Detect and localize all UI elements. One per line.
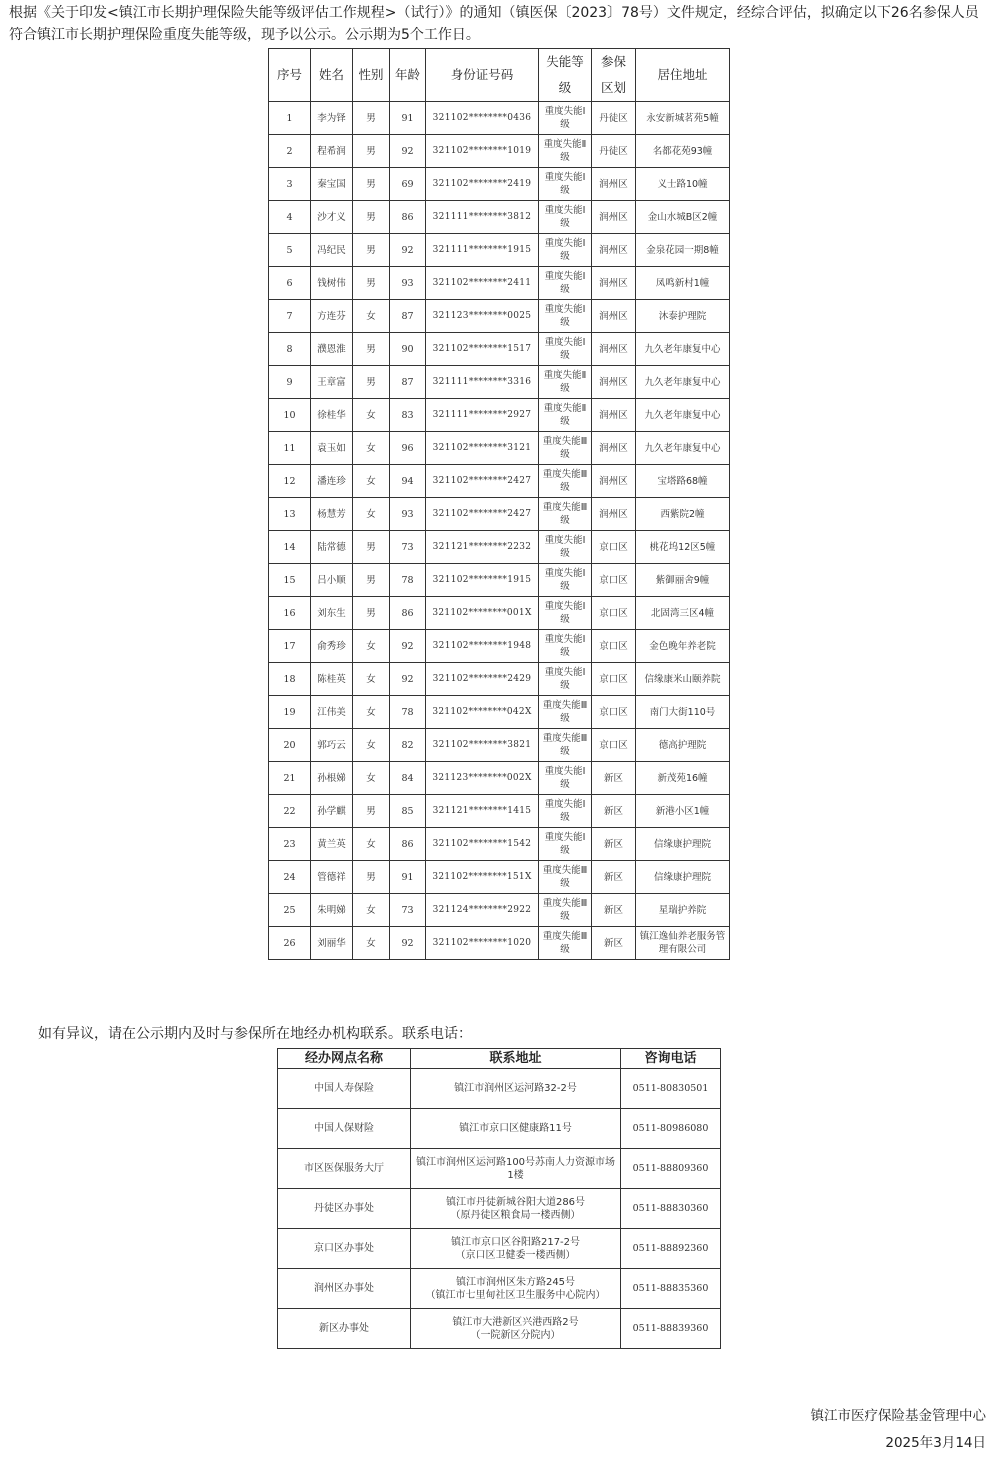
- cell-age: 93: [390, 498, 426, 531]
- cell-address: 金色晚年养老院: [636, 630, 730, 663]
- cell-id-number: 321102********1019: [426, 135, 539, 168]
- cell-gender: 男: [353, 366, 390, 399]
- cell-gender: 女: [353, 498, 390, 531]
- cell-address: 信缘康护理院: [636, 861, 730, 894]
- cell-name: 郭巧云: [311, 729, 353, 762]
- cell-office-name: 润州区办事处: [278, 1269, 411, 1309]
- cell-id-number: 321111********1915: [426, 234, 539, 267]
- cell-gender: 女: [353, 762, 390, 795]
- cell-insured-district: 京口区: [592, 597, 636, 630]
- table-row: [269, 564, 730, 597]
- intro-paragraph: 根据《关于印发<镇江市长期护理保险失能等级评估工作规程>（试行）》的通知（镇医保〔2023〕78号）文件规定，经综合评估，拟确定以下26名参保人员符合镇江市长期护理保险重度失能等级，现予以公示。公示期为5个工作日。: [9, 5, 979, 43]
- cell-insured-district: 新区: [592, 762, 636, 795]
- cell-id-number: 321102********151X: [426, 861, 539, 894]
- table-body: [269, 102, 730, 960]
- cell-id-number: 321102********1517: [426, 333, 539, 366]
- cell-index: 7: [269, 300, 311, 333]
- cell-disability-level: 重度失能Ⅰ级: [539, 267, 592, 300]
- cell-office-address: 镇江市润州区朱方路245号 （镇江市七里甸社区卫生服务中心院内）: [411, 1269, 621, 1309]
- cell-gender: 男: [353, 234, 390, 267]
- cell-name: 袁玉如: [311, 432, 353, 465]
- cell-insured-district: 丹徒区: [592, 135, 636, 168]
- cell-name: 俞秀珍: [311, 630, 353, 663]
- cell-age: 83: [390, 399, 426, 432]
- contact-row: [278, 1229, 721, 1269]
- cell-disability-level: 重度失能Ⅰ级: [539, 300, 592, 333]
- cell-address: 九久老年康复中心: [636, 399, 730, 432]
- cell-age: 92: [390, 234, 426, 267]
- table-row: [269, 399, 730, 432]
- cell-disability-level: 重度失能Ⅰ级: [539, 630, 592, 663]
- cell-index: 24: [269, 861, 311, 894]
- header-id-number: 身份证号码: [426, 49, 539, 102]
- cell-gender: 女: [353, 630, 390, 663]
- cell-gender: 女: [353, 399, 390, 432]
- cell-index: 5: [269, 234, 311, 267]
- cell-address: 九久老年康复中心: [636, 432, 730, 465]
- cell-id-number: 321102********3821: [426, 729, 539, 762]
- table-row: [269, 465, 730, 498]
- table-row: [269, 168, 730, 201]
- cell-office-address: 镇江市丹徒新城谷阳大道286号 （原丹徒区粮食局一楼西侧）: [411, 1189, 621, 1229]
- header-address: 居住地址: [636, 49, 730, 102]
- table-row: [269, 102, 730, 135]
- cell-insured-district: 润州区: [592, 465, 636, 498]
- signature-date: 2025年3月14日: [885, 1435, 986, 1451]
- cell-id-number: 321123********002X: [426, 762, 539, 795]
- cell-address: 西紫院2幢: [636, 498, 730, 531]
- cell-id-number: 321123********0025: [426, 300, 539, 333]
- cell-name: 孙根娣: [311, 762, 353, 795]
- cell-id-number: 321102********2429: [426, 663, 539, 696]
- table-row: [269, 267, 730, 300]
- cell-age: 92: [390, 135, 426, 168]
- cell-address: 永安新城茗苑5幢: [636, 102, 730, 135]
- cell-age: 87: [390, 366, 426, 399]
- cell-name: 王章富: [311, 366, 353, 399]
- cell-office-address: 镇江市京口区谷阳路217-2号 （京口区卫健委一楼西侧）: [411, 1229, 621, 1269]
- header-office-address: 联系地址: [411, 1049, 621, 1069]
- cell-index: 18: [269, 663, 311, 696]
- cell-disability-level: 重度失能Ⅰ级: [539, 597, 592, 630]
- cell-name: 管德祥: [311, 861, 353, 894]
- cell-name: 秦宝国: [311, 168, 353, 201]
- cell-id-number: 321111********2927: [426, 399, 539, 432]
- cell-disability-level: 重度失能Ⅰ级: [539, 762, 592, 795]
- cell-index: 23: [269, 828, 311, 861]
- cell-office-name: 中国人寿保险: [278, 1069, 411, 1109]
- cell-id-number: 321102********1915: [426, 564, 539, 597]
- cell-office-address: 镇江市润州区运河路100号苏南人力资源市场1楼: [411, 1149, 621, 1189]
- cell-id-number: 321102********0436: [426, 102, 539, 135]
- cell-office-phone: 0511-88809360: [621, 1149, 721, 1189]
- contact-row: [278, 1069, 721, 1109]
- cell-age: 87: [390, 300, 426, 333]
- header-index: 序号: [269, 49, 311, 102]
- cell-address: 镇江逸仙养老服务管理有限公司: [636, 927, 730, 960]
- cell-office-address: 镇江市京口区健康路11号: [411, 1109, 621, 1149]
- signature-org: 镇江市医疗保险基金管理中心: [810, 1408, 986, 1424]
- table-row: [269, 795, 730, 828]
- cell-insured-district: 京口区: [592, 564, 636, 597]
- table-row: [269, 333, 730, 366]
- cell-age: 73: [390, 894, 426, 927]
- cell-disability-level: 重度失能Ⅲ级: [539, 432, 592, 465]
- cell-disability-level: 重度失能Ⅲ级: [539, 696, 592, 729]
- cell-office-phone: 0511-88835360: [621, 1269, 721, 1309]
- cell-disability-level: 重度失能Ⅰ级: [539, 168, 592, 201]
- table-row: [269, 366, 730, 399]
- cell-id-number: 321121********1415: [426, 795, 539, 828]
- cell-id-number: 321111********3812: [426, 201, 539, 234]
- cell-address: 南门大街110号: [636, 696, 730, 729]
- header-age: 年龄: [390, 49, 426, 102]
- table-row: [269, 762, 730, 795]
- cell-index: 9: [269, 366, 311, 399]
- cell-gender: 男: [353, 135, 390, 168]
- cell-gender: 女: [353, 300, 390, 333]
- cell-address: 金泉花园一期8幢: [636, 234, 730, 267]
- cell-disability-level: 重度失能Ⅲ级: [539, 498, 592, 531]
- cell-name: 濮恩淮: [311, 333, 353, 366]
- cell-index: 12: [269, 465, 311, 498]
- cell-id-number: 321102********2427: [426, 465, 539, 498]
- cell-office-name: 中国人保财险: [278, 1109, 411, 1149]
- cell-id-number: 321111********3316: [426, 366, 539, 399]
- cell-disability-level: 重度失能Ⅱ级: [539, 366, 592, 399]
- cell-office-phone: 0511-88892360: [621, 1229, 721, 1269]
- header-office-name: 经办网点名称: [278, 1049, 411, 1069]
- table-row: [269, 696, 730, 729]
- cell-gender: 女: [353, 894, 390, 927]
- cell-name: 陆常德: [311, 531, 353, 564]
- cell-name: 朱明娣: [311, 894, 353, 927]
- table-row: [269, 729, 730, 762]
- cell-name: 刘东生: [311, 597, 353, 630]
- cell-id-number: 321102********1948: [426, 630, 539, 663]
- header-name: 姓名: [311, 49, 353, 102]
- cell-office-address: 镇江市大港新区兴港西路2号 （一院新区分院内）: [411, 1309, 621, 1349]
- cell-index: 13: [269, 498, 311, 531]
- cell-name: 吕小顺: [311, 564, 353, 597]
- cell-address: 新港小区1幢: [636, 795, 730, 828]
- cell-address: 北固湾三区4幢: [636, 597, 730, 630]
- cell-name: 钱树伟: [311, 267, 353, 300]
- cell-age: 85: [390, 795, 426, 828]
- cell-age: 92: [390, 663, 426, 696]
- cell-gender: 女: [353, 927, 390, 960]
- cell-index: 4: [269, 201, 311, 234]
- cell-gender: 女: [353, 432, 390, 465]
- contact-table-body: [278, 1069, 721, 1349]
- cell-office-phone: 0511-88830360: [621, 1189, 721, 1229]
- cell-address: 紫御丽舍9幢: [636, 564, 730, 597]
- cell-name: 江伟美: [311, 696, 353, 729]
- cell-name: 杨慧芳: [311, 498, 353, 531]
- cell-index: 17: [269, 630, 311, 663]
- table-row: [269, 597, 730, 630]
- cell-age: 73: [390, 531, 426, 564]
- cell-age: 93: [390, 267, 426, 300]
- cell-insured-district: 京口区: [592, 729, 636, 762]
- cell-name: 孙学麒: [311, 795, 353, 828]
- cell-age: 82: [390, 729, 426, 762]
- cell-address: 九久老年康复中心: [636, 333, 730, 366]
- cell-name: 冯纪民: [311, 234, 353, 267]
- cell-id-number: 321121********2232: [426, 531, 539, 564]
- cell-address: 信缘康护理院: [636, 828, 730, 861]
- table-row: [269, 234, 730, 267]
- cell-age: 78: [390, 564, 426, 597]
- table-row: [269, 498, 730, 531]
- cell-disability-level: 重度失能Ⅱ级: [539, 399, 592, 432]
- cell-disability-level: 重度失能Ⅱ级: [539, 135, 592, 168]
- cell-address: 九久老年康复中心: [636, 366, 730, 399]
- cell-gender: 男: [353, 267, 390, 300]
- cell-address: 桃花坞12区5幢: [636, 531, 730, 564]
- cell-age: 96: [390, 432, 426, 465]
- cell-age: 78: [390, 696, 426, 729]
- table-row: [269, 828, 730, 861]
- cell-insured-district: 京口区: [592, 696, 636, 729]
- cell-age: 86: [390, 828, 426, 861]
- cell-index: 11: [269, 432, 311, 465]
- table-header-row: [269, 49, 730, 102]
- cell-index: 1: [269, 102, 311, 135]
- contact-intro: 如有异议，请在公示期内及时与参保所在地经办机构联系。联系电话：: [38, 1026, 472, 1042]
- cell-name: 李为铎: [311, 102, 353, 135]
- cell-index: 16: [269, 597, 311, 630]
- cell-gender: 男: [353, 531, 390, 564]
- cell-disability-level: 重度失能Ⅲ级: [539, 927, 592, 960]
- contact-header-row: [278, 1049, 721, 1069]
- cell-name: 刘丽华: [311, 927, 353, 960]
- cell-insured-district: 新区: [592, 828, 636, 861]
- header-gender: 性别: [353, 49, 390, 102]
- cell-id-number: 321102********3121: [426, 432, 539, 465]
- cell-gender: 男: [353, 168, 390, 201]
- contact-row: [278, 1309, 721, 1349]
- cell-id-number: 321102********2419: [426, 168, 539, 201]
- cell-age: 84: [390, 762, 426, 795]
- cell-address: 星瑞护养院: [636, 894, 730, 927]
- cell-index: 2: [269, 135, 311, 168]
- cell-insured-district: 润州区: [592, 168, 636, 201]
- header-office-phone: 咨询电话: [621, 1049, 721, 1069]
- table-row: [269, 135, 730, 168]
- assessment-table: [268, 48, 730, 960]
- header-insured-district: 参保区划: [592, 49, 636, 102]
- cell-office-name: 京口区办事处: [278, 1229, 411, 1269]
- table-row: [269, 894, 730, 927]
- cell-office-address: 镇江市润州区运河路32-2号: [411, 1069, 621, 1109]
- cell-age: 86: [390, 597, 426, 630]
- cell-address: 义士路10幢: [636, 168, 730, 201]
- cell-office-phone: 0511-80986080: [621, 1109, 721, 1149]
- cell-office-name: 新区办事处: [278, 1309, 411, 1349]
- cell-age: 69: [390, 168, 426, 201]
- cell-index: 19: [269, 696, 311, 729]
- cell-insured-district: 新区: [592, 927, 636, 960]
- cell-gender: 男: [353, 201, 390, 234]
- cell-disability-level: 重度失能Ⅰ级: [539, 564, 592, 597]
- cell-gender: 男: [353, 597, 390, 630]
- cell-name: 徐桂华: [311, 399, 353, 432]
- cell-age: 86: [390, 201, 426, 234]
- cell-index: 20: [269, 729, 311, 762]
- cell-id-number: 321102********001X: [426, 597, 539, 630]
- cell-name: 陈桂英: [311, 663, 353, 696]
- cell-insured-district: 润州区: [592, 300, 636, 333]
- cell-address: 金山水城B区2幢: [636, 201, 730, 234]
- cell-age: 91: [390, 102, 426, 135]
- table-row: [269, 861, 730, 894]
- cell-disability-level: 重度失能Ⅰ级: [539, 531, 592, 564]
- cell-disability-level: 重度失能Ⅲ级: [539, 861, 592, 894]
- cell-gender: 男: [353, 564, 390, 597]
- table-row: [269, 432, 730, 465]
- contact-row: [278, 1149, 721, 1189]
- cell-disability-level: 重度失能Ⅲ级: [539, 465, 592, 498]
- cell-index: 6: [269, 267, 311, 300]
- cell-age: 91: [390, 861, 426, 894]
- table-row: [269, 531, 730, 564]
- cell-address: 德高护理院: [636, 729, 730, 762]
- table-row: [269, 630, 730, 663]
- cell-insured-district: 润州区: [592, 234, 636, 267]
- cell-disability-level: 重度失能Ⅰ级: [539, 663, 592, 696]
- cell-disability-level: 重度失能Ⅰ级: [539, 234, 592, 267]
- table-row: [269, 663, 730, 696]
- cell-insured-district: 润州区: [592, 267, 636, 300]
- cell-address: 新茂苑16幢: [636, 762, 730, 795]
- table-row: [269, 300, 730, 333]
- cell-gender: 女: [353, 828, 390, 861]
- cell-name: 潘连珍: [311, 465, 353, 498]
- cell-insured-district: 丹徒区: [592, 102, 636, 135]
- cell-name: 黄兰英: [311, 828, 353, 861]
- contact-table: [277, 1048, 721, 1349]
- cell-age: 90: [390, 333, 426, 366]
- cell-id-number: 321102********2411: [426, 267, 539, 300]
- cell-index: 8: [269, 333, 311, 366]
- contact-row: [278, 1109, 721, 1149]
- cell-insured-district: 京口区: [592, 630, 636, 663]
- contact-row: [278, 1269, 721, 1309]
- cell-insured-district: 润州区: [592, 432, 636, 465]
- cell-address: 凤鸣新村1幢: [636, 267, 730, 300]
- cell-id-number: 321102********1020: [426, 927, 539, 960]
- cell-office-name: 市区医保服务大厅: [278, 1149, 411, 1189]
- cell-age: 94: [390, 465, 426, 498]
- cell-index: 26: [269, 927, 311, 960]
- cell-index: 22: [269, 795, 311, 828]
- cell-disability-level: 重度失能Ⅰ级: [539, 828, 592, 861]
- signature-block: [811, 1403, 987, 1457]
- cell-insured-district: 新区: [592, 795, 636, 828]
- cell-index: 15: [269, 564, 311, 597]
- cell-name: 方连芬: [311, 300, 353, 333]
- cell-gender: 男: [353, 861, 390, 894]
- cell-gender: 男: [353, 795, 390, 828]
- cell-gender: 女: [353, 696, 390, 729]
- cell-age: 92: [390, 927, 426, 960]
- cell-gender: 女: [353, 663, 390, 696]
- cell-index: 25: [269, 894, 311, 927]
- cell-name: 沙才义: [311, 201, 353, 234]
- cell-disability-level: 重度失能Ⅰ级: [539, 102, 592, 135]
- cell-disability-level: 重度失能Ⅰ级: [539, 333, 592, 366]
- cell-address: 信缘康米山颐养院: [636, 663, 730, 696]
- cell-disability-level: 重度失能Ⅲ级: [539, 894, 592, 927]
- cell-address: 沐泰护理院: [636, 300, 730, 333]
- cell-insured-district: 润州区: [592, 333, 636, 366]
- cell-id-number: 321124********2922: [426, 894, 539, 927]
- cell-index: 21: [269, 762, 311, 795]
- cell-address: 宝塔路68幢: [636, 465, 730, 498]
- cell-name: 程希润: [311, 135, 353, 168]
- cell-index: 10: [269, 399, 311, 432]
- cell-id-number: 321102********042X: [426, 696, 539, 729]
- cell-office-phone: 0511-88839360: [621, 1309, 721, 1349]
- table-row: [269, 201, 730, 234]
- cell-id-number: 321102********1542: [426, 828, 539, 861]
- cell-disability-level: 重度失能Ⅰ级: [539, 795, 592, 828]
- cell-insured-district: 京口区: [592, 531, 636, 564]
- cell-insured-district: 润州区: [592, 201, 636, 234]
- cell-office-name: 丹徒区办事处: [278, 1189, 411, 1229]
- cell-disability-level: 重度失能Ⅲ级: [539, 729, 592, 762]
- cell-insured-district: 润州区: [592, 366, 636, 399]
- cell-gender: 女: [353, 729, 390, 762]
- table-row: [269, 927, 730, 960]
- cell-insured-district: 新区: [592, 861, 636, 894]
- cell-gender: 男: [353, 102, 390, 135]
- cell-address: 名都花苑93幢: [636, 135, 730, 168]
- contact-row: [278, 1189, 721, 1229]
- cell-disability-level: 重度失能Ⅰ级: [539, 201, 592, 234]
- cell-insured-district: 京口区: [592, 663, 636, 696]
- cell-age: 92: [390, 630, 426, 663]
- cell-index: 3: [269, 168, 311, 201]
- cell-office-phone: 0511-80830501: [621, 1069, 721, 1109]
- cell-insured-district: 新区: [592, 894, 636, 927]
- cell-id-number: 321102********2427: [426, 498, 539, 531]
- cell-gender: 女: [353, 465, 390, 498]
- cell-insured-district: 润州区: [592, 498, 636, 531]
- cell-insured-district: 润州区: [592, 399, 636, 432]
- cell-gender: 男: [353, 333, 390, 366]
- header-disability-level: 失能等级: [539, 49, 592, 102]
- cell-index: 14: [269, 531, 311, 564]
